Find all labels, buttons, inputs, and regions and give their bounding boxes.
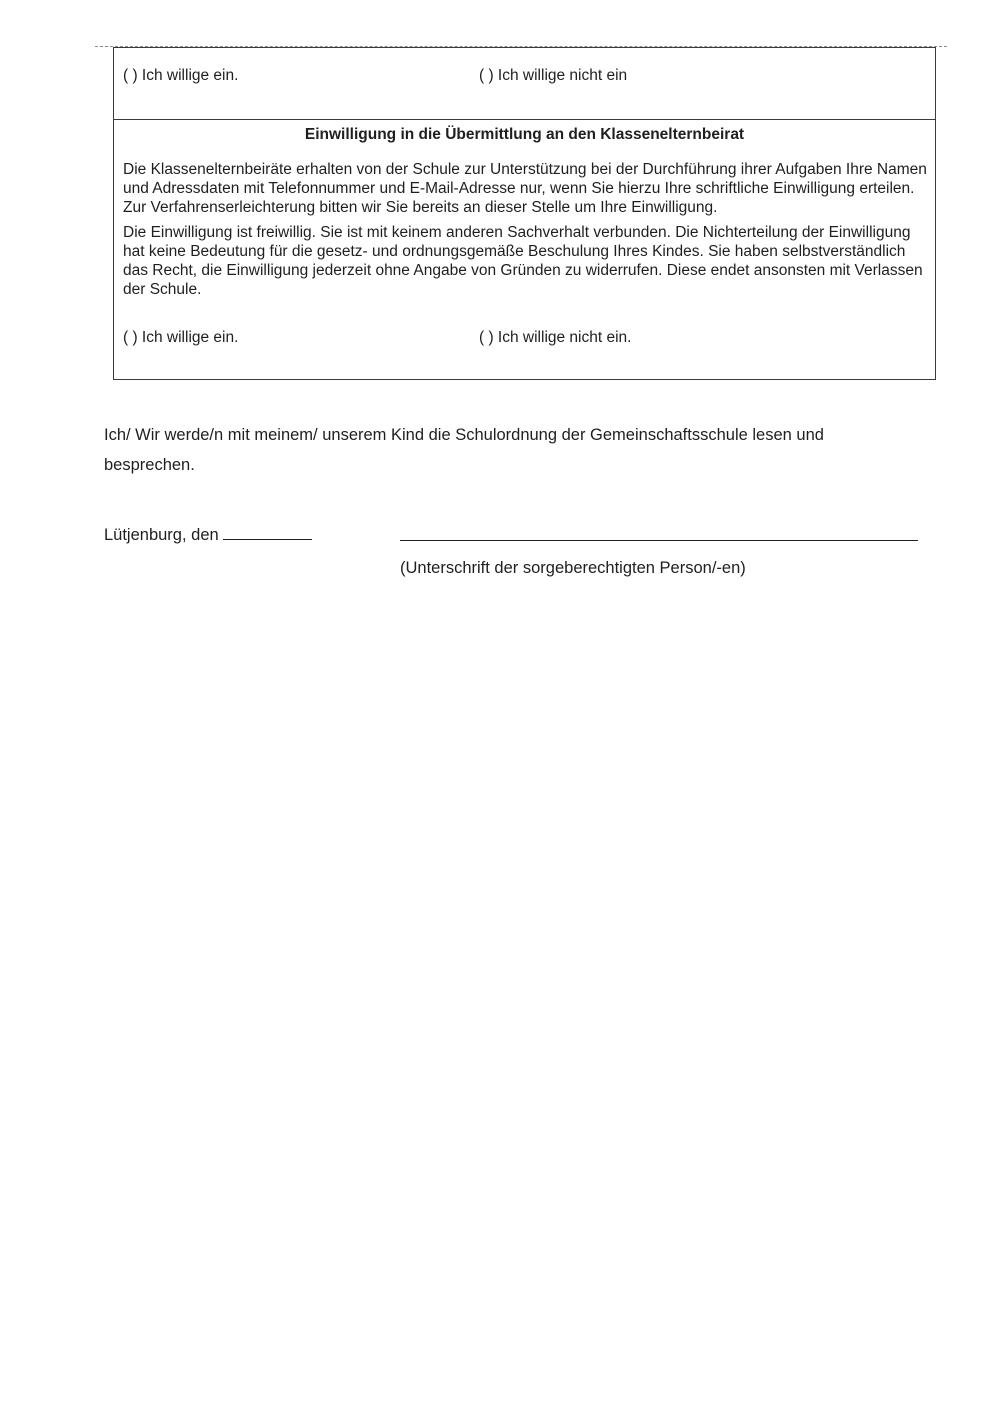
- consent-box: [113, 47, 936, 380]
- consent-option-agree-1[interactable]: ( ) Ich willige ein.: [123, 67, 239, 84]
- date-line[interactable]: [223, 523, 312, 540]
- box-divider: [114, 119, 935, 120]
- school-rules-statement: Ich/ Wir werde/n mit meinem/ unserem Kind die Schulordnung der Gemeinschaftsschule lesen und besprechen.: [104, 426, 824, 474]
- section-paragraph-1: Die Klassenelternbeiräte erhalten von der Schule zur Unterstützung bei der Durchführung ihrer Aufgaben Ihre Namen und Adressdaten mit Telefonnummer und E-Mail-Adresse nur, wenn Sie hierzu Ihre schriftliche Einwilligung erteilen. Zur Verfahrenserleichterung bitten wir Sie bereits an dieser Stelle um Ihre Einwilligung.: [123, 161, 927, 216]
- place-date-field: [104, 523, 312, 545]
- consent-option-disagree-1[interactable]: ( ) Ich willige nicht ein: [479, 67, 628, 84]
- signature-line[interactable]: [400, 540, 918, 541]
- section-paragraph-2: Die Einwilligung ist freiwillig. Sie ist mit keinem anderen Sachverhalt verbunden. Die Nichterteilung der Einwilligung hat keine Bedeutung für die gesetz- und ordnungsgemäße Beschulung Ihres Kindes. Sie haben selbstverständlich das Recht, die Einwilligung jederzeit ohne Angabe von Gründen zu widerrufen. Diese endet ansonsten mit Verlassen der Schule.: [123, 224, 923, 298]
- consent-option-disagree-2[interactable]: ( ) Ich willige nicht ein.: [479, 329, 632, 346]
- section-heading: Einwilligung in die Übermittlung an den Klassenelternbeirat: [304, 126, 745, 143]
- consent-option-agree-2[interactable]: ( ) Ich willige ein.: [123, 329, 239, 346]
- signature-caption: (Unterschrift der sorgeberechtigten Person/-en): [400, 559, 746, 577]
- place-date-label: Lütjenburg, den: [104, 526, 219, 544]
